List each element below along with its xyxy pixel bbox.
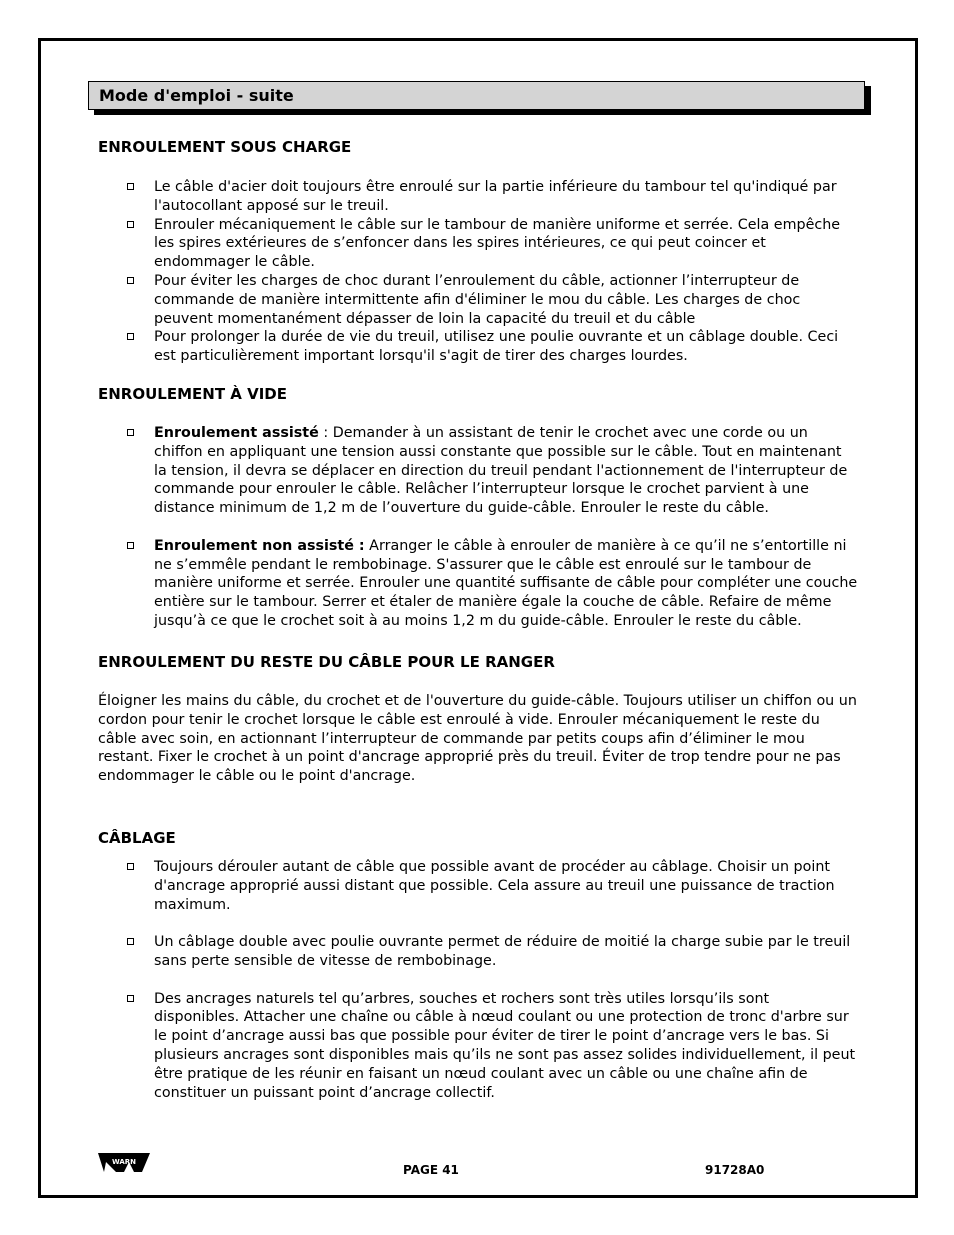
list-item: Enroulement non assisté : Arranger le câble à enrouler de manière à ce qu’il ne s’entortille ni ne s’emmêle pendant le rembobinage. S'assurer que le câble est enroulé sur le tambour de manière uniforme et serrée. Enrouler une quantité suffisante de câble pour compléter une couche entière sur le tambour. Serrer et étaler de manière égale la couche de câble. Refaire de même jusqu’à ce que le crochet soit à au moins 1,2 m du guide-câble. Enrouler le reste du câble. [98, 537, 858, 631]
checkbox-bullet-icon [127, 542, 134, 549]
checkbox-bullet-icon [127, 183, 134, 190]
list-item: Pour éviter les charges de choc durant l’enroulement du câble, actionner l’interrupteur de commande de manière intermittente afin d'éliminer le mou du câble. Les charges de choc peuvent momentanément dépasser de loin la capacité du treuil et du câble [98, 272, 858, 328]
list-item: Des ancrages naturels tel qu’arbres, souches et rochers sont très utiles lorsqu’ils sont disponibles. Attacher une chaîne ou câble à nœud coulant ou une protection de tronc d'arbre sur le point d’ancrage aussi bas que possible pour éviter de tirer le point d’ancrage vers le bas. Si plusieurs ancrages sont disponibles mais qu’ils ne sont pas assez solides individuellement, il peut être pratique de les réunir en faisant un nœud coulant avec un câble ou une chaîne afin de constituer un puissant point d’ancrage collectif. [98, 990, 858, 1103]
checkbox-bullet-icon [127, 333, 134, 340]
paragraph-ranger: Éloigner les mains du câble, du crochet et de l'ouverture du guide-câble. Toujours utiliser un chiffon ou un cordon pour tenir le crochet lorsque le câble est enroulé à vide. Enrouler mécaniquement le reste du câble avec soin, en actionnant l’interrupteur de commande par petits coups afin d’éliminer le mou restant. Fixer le crochet à un point d'ancrage approprié près du treuil. Éviter de trop tendre pour ne pas endommager le câble ou le point d'ancrage. [98, 693, 857, 785]
list-item: Un câblage double avec poulie ouvrante permet de réduire de moitié la charge subie par le treuil sans perte sensible de vitesse de rembobinage. [98, 933, 858, 971]
checkbox-bullet-icon [127, 863, 134, 870]
page-number: PAGE 41 [403, 1163, 459, 1177]
list-item: Pour prolonger la durée de vie du treuil, utilisez une poulie ouvrante et un câblage double. Ceci est particulièrement important lorsqu'il s'agit de tirer des charges lourdes. [98, 328, 858, 366]
bullet-list-a-vide [98, 424, 858, 631]
checkbox-bullet-icon [127, 995, 134, 1002]
warn-logo [98, 1150, 150, 1182]
document-code: 91728A0 [705, 1163, 765, 1177]
section-title-a-vide: ENROULEMENT À VIDE [98, 385, 287, 403]
checkbox-bullet-icon [127, 429, 134, 436]
list-item: Enrouler mécaniquement le câble sur le tambour de manière uniforme et serrée. Cela empêche les spires extérieures de s’enfoncer dans les spires intérieures, ce qui peut coincer et endommager le câble. [98, 216, 858, 272]
list-item: Enroulement assisté : Demander à un assistant de tenir le crochet avec une corde ou un chiffon en appliquant une tension aussi constante que possible sur le câble. Tout en maintenant la tension, il devra se déplacer en direction du treuil pendant l'actionnement de l'interrupteur de commande pour enrouler le câble. Relâcher l’interrupteur lorsque le crochet parvient à une distance minimum de 1,2 m de l’ouverture du guide-câble. Enrouler le reste du câble. [98, 424, 858, 518]
checkbox-bullet-icon [127, 221, 134, 228]
page-title: Mode d'emploi - suite [99, 86, 294, 105]
list-item: Toujours dérouler autant de câble que possible avant de procéder au câblage. Choisir un point d'ancrage approprié aussi distant que possible. Cela assure au treuil une puissance de traction maximum. [98, 858, 858, 914]
section-title-sous-charge: ENROULEMENT SOUS CHARGE [98, 138, 352, 156]
checkbox-bullet-icon [127, 938, 134, 945]
list-item: Le câble d'acier doit toujours être enroulé sur la partie inférieure du tambour tel qu'indiqué par l'autocollant apposé sur le treuil. [98, 178, 858, 216]
bullet-list-cablage [98, 858, 858, 1102]
section-title-cablage: CÂBLAGE [98, 829, 176, 847]
svg-text:WARN: WARN [111, 1158, 137, 1166]
checkbox-bullet-icon [127, 277, 134, 284]
bullet-list-sous-charge [98, 178, 858, 366]
section-title-ranger: ENROULEMENT DU RESTE DU CÂBLE POUR LE RANGER [98, 653, 555, 671]
section-header [88, 81, 865, 110]
